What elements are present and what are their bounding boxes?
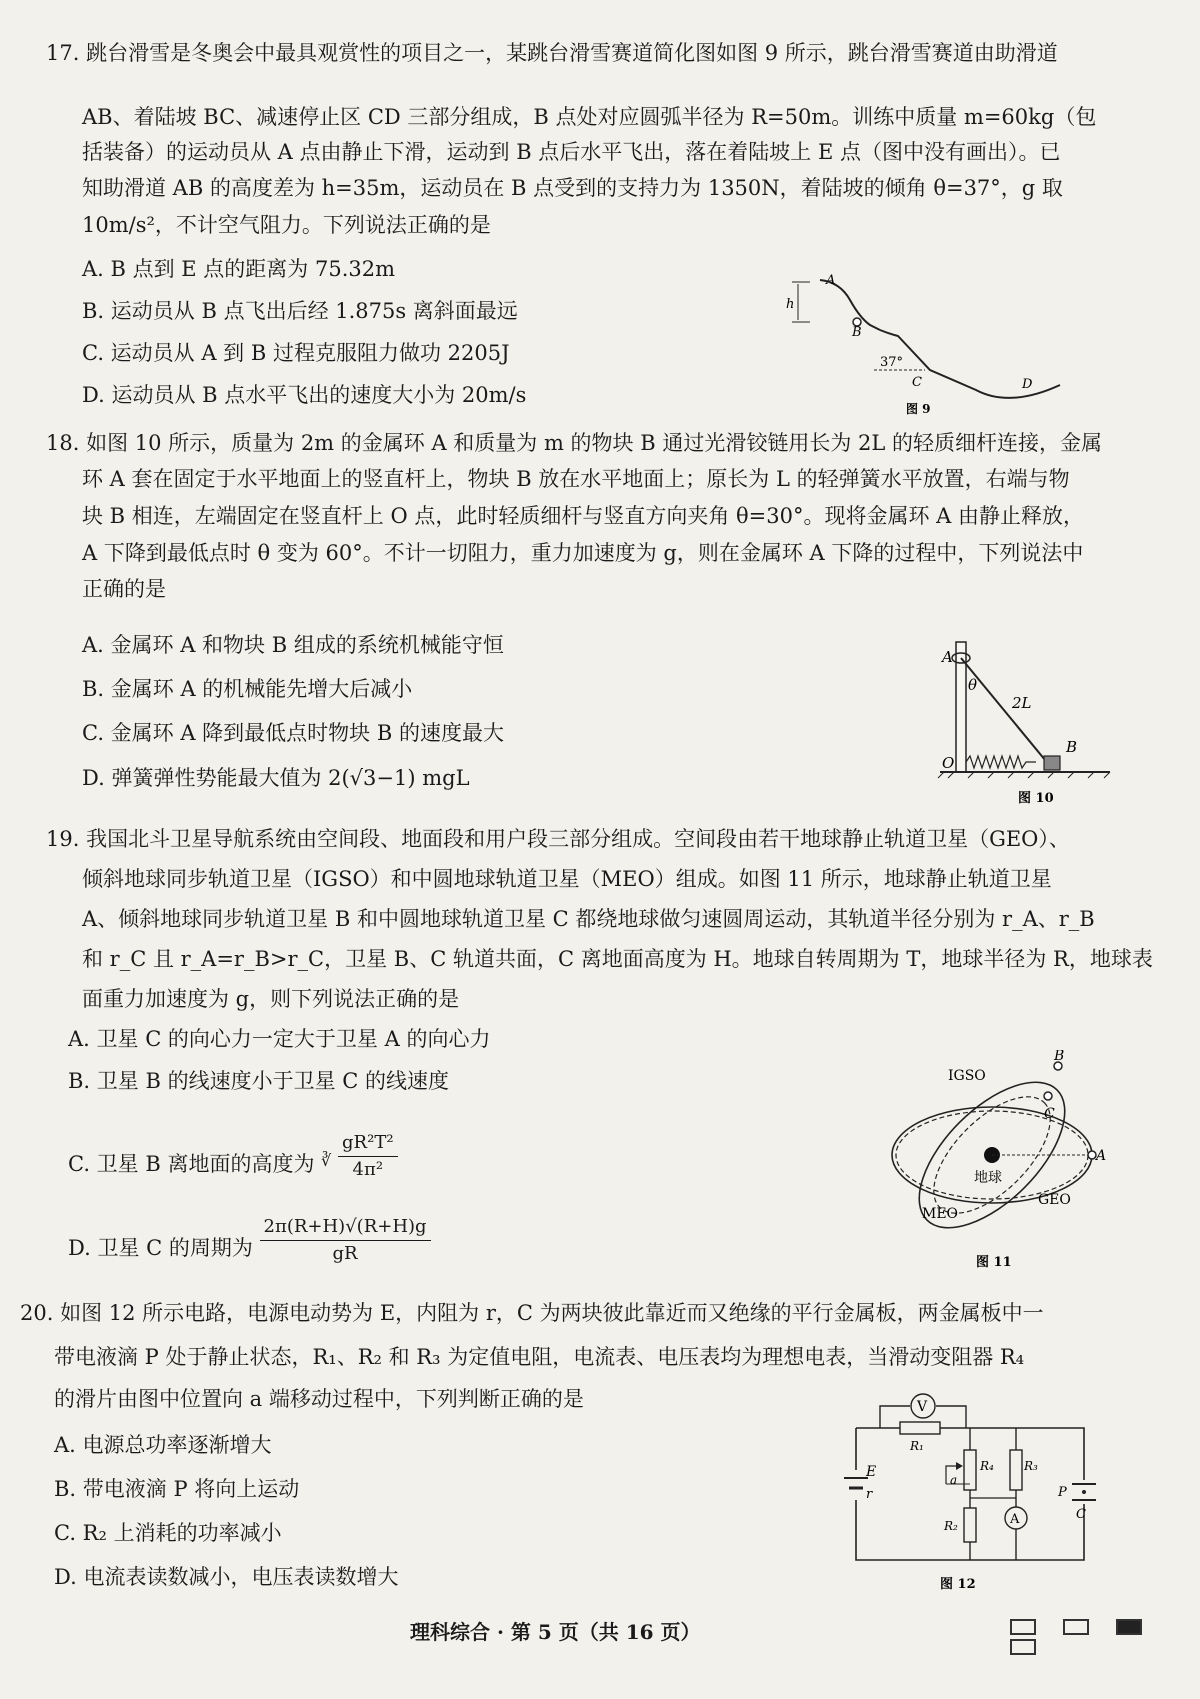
figure-10-ring-rod [920,620,1120,810]
fig10-label-o: O [942,754,955,772]
fig12-label-p: P [1058,1485,1067,1500]
q18-line: 18. 如图 10 所示，质量为 2m 的金属环 A 和质量为 m 的物块 B 通过光滑铰链用长为 2L 的轻质细杆连接，金属 [46,431,1102,455]
fig9-label-b: B [852,325,862,340]
q18-option-a: A. 金属环 A 和物块 B 组成的系统机械能守恒 [82,633,504,657]
fig9-label-c: C [912,375,922,390]
q18-line: 块 B 相连，左端固定在竖直杆上 O 点，此时轻质细杆与竖直方向夹角 θ=30°。现将金属环 A 由静止释放， [82,504,1084,528]
fig9-label-h: h [786,297,795,312]
fig11-caption: 图 11 [976,1255,1012,1270]
q17-line: 知助滑道 AB 的高度差为 h=35m，运动员在 B 点受到的支持力为 1350N，着陆坡的倾角 θ=37°，g 取 [82,176,1063,200]
fig12-ammeter-label: A [1010,1512,1020,1527]
figure-12-circuit [840,1384,1130,1594]
q17-line: 17. 跳台滑雪是冬奥会中最具观赏性的项目之一，某跳台滑雪赛道简化图如图 9 所示，跳台滑雪赛道由助滑道 [46,41,1058,65]
registration-mark [1063,1619,1089,1635]
q17-line: 10m/s²，不计空气阻力。下列说法正确的是 [82,213,491,237]
q20-option-a: A. 电源总功率逐渐增大 [54,1433,272,1457]
q17-option-c: C. 运动员从 A 到 B 过程克服阻力做功 2205J [82,341,510,365]
fig12-label-c: C [1076,1507,1086,1522]
q19-option-c: C. 卫星 B 离地面的高度为 ∛ $\frac{\text{gR²T²}}{\text{4π²}}$ [68,1148,398,1183]
q17-option-d: D. 运动员从 B 点水平飞出的速度大小为 20m/s [82,383,527,407]
fig11-label-meo: MEO [922,1206,959,1222]
fig10-label-a: A [942,648,953,666]
fig12-label-a: a [950,1473,958,1487]
registration-marks [1010,1619,1200,1659]
fig11-label-earth: 地球 [974,1170,1002,1186]
fig12-label-e: E [866,1464,877,1480]
fig10-label-b: B [1066,738,1078,756]
q19-option-c-text: C. 卫星 B 离地面的高度为 [68,1152,315,1176]
q19-option-b: B. 卫星 B 的线速度小于卫星 C 的线速度 [68,1069,449,1093]
q18-option-c: C. 金属环 A 降到最低点时物块 B 的速度最大 [82,721,504,745]
q19-line: 和 r_C 且 r_A=r_B>r_C，卫星 B、C 轨道共面，C 离地面高度为 H。地球自转周期为 T，地球半径为 R，地球表 [82,947,1153,971]
page-footer: 理科综合 · 第 5 页（共 16 页） [410,1620,701,1644]
q19-option-d-text: D. 卫星 C 的周期为 [68,1236,253,1260]
q20-line: 20. 如图 12 所示电路，电源电动势为 E，内阻为 r，C 为两块彼此靠近而又绝缘的平行金属板，两金属板中一 [20,1301,1044,1325]
registration-mark [1116,1619,1142,1635]
q17-line: AB、着陆坡 BC、减速停止区 CD 三部分组成，B 点处对应圆弧半径为 R=50m。训练中质量 m=60kg（包 [82,105,1097,129]
fig10-label-2l: 2L [1012,694,1032,712]
q19-option-d-denominator: gR [332,1243,358,1264]
fig11-label-geo: GEO [1038,1192,1071,1208]
fig12-label-r4: R₄ [980,1459,994,1473]
figure-9-ski-track [780,270,1120,440]
fig11-label-a: A [1096,1148,1107,1164]
q20-option-b: B. 带电液滴 P 将向上运动 [54,1477,300,1501]
fig12-caption: 图 12 [940,1577,976,1592]
q19-line: 19. 我国北斗卫星导航系统由空间段、地面段和用户段三部分组成。空间段由若干地球静止轨道卫星（GEO）、 [46,827,1070,851]
fig11-label-b: B [1054,1050,1065,1064]
registration-mark [1010,1639,1036,1655]
fig12-label-r: r [866,1487,873,1502]
fig12-label-r2: R₂ [944,1519,958,1533]
q18-line: 环 A 套在固定于水平地面上的竖直杆上，物块 B 放在水平地面上；原长为 L 的轻弹簧水平放置，右端与物 [82,467,1070,491]
fig10-caption: 图 10 [1018,791,1054,806]
fig10-label-theta: θ [968,676,978,694]
q19-option-d-numerator: 2π(R+H)√(R+H)g [260,1214,431,1241]
fig12-voltmeter-label: V [917,1399,928,1415]
q19-line: 面重力加速度为 g，则下列说法正确的是 [82,987,460,1011]
fig9-label-angle: 37° [880,355,904,370]
fig12-label-r3: R₃ [1024,1459,1038,1473]
q19-line: A、倾斜地球同步轨道卫星 B 和中圆地球轨道卫星 C 都绕地球做匀速圆周运动，其轨道半径分别为 r_A、r_B [82,907,1095,931]
q19-option-c-denominator: 4π² [352,1159,384,1180]
fig11-label-c: C [1044,1106,1055,1122]
registration-mark [1010,1619,1036,1635]
fig12-label-r1: R₁ [910,1439,924,1453]
q18-line: 正确的是 [82,577,166,601]
q18-option-d: D. 弹簧弹性势能最大值为 2(√3−1) mgL [82,766,470,790]
fig11-label-igso: IGSO [948,1068,986,1084]
q19-option-c-numerator: gR²T² [338,1130,398,1157]
q19-option-a: A. 卫星 C 的向心力一定大于卫星 A 的向心力 [68,1027,491,1051]
q20-option-d: D. 电流表读数减小，电压表读数增大 [54,1565,399,1589]
q18-line: A 下降到最低点时 θ 变为 60°。不计一切阻力，重力加速度为 g，则在金属环 A 下降的过程中，下列说法中 [82,541,1084,565]
q17-line: 括装备）的运动员从 A 点由静止下滑，运动到 B 点后水平飞出，落在着陆坡上 E 点（图中没有画出）。已 [82,140,1061,164]
fig9-label-d: D [1022,377,1033,392]
fig9-caption: 图 9 [906,402,931,416]
q19-line: 倾斜地球同步轨道卫星（IGSO）和中圆地球轨道卫星（MEO）组成。如图 11 所示，地球静止轨道卫星 [82,867,1052,891]
q17-option-a: A. B 点到 E 点的距离为 75.32m [82,257,396,281]
q20-line: 带电液滴 P 处于静止状态，R₁、R₂ 和 R₃ 为定值电阻，电流表、电压表均为理想电表，当滑动变阻器 R₄ [54,1345,1025,1369]
figure-11-satellite-orbits [880,1050,1120,1280]
fig9-label-a: A [826,273,836,288]
q20-line: 的滑片由图中位置向 a 端移动过程中，下列判断正确的是 [54,1387,584,1411]
q20-option-c: C. R₂ 上消耗的功率减小 [54,1521,282,1545]
q17-option-b: B. 运动员从 B 点飞出后经 1.875s 离斜面最远 [82,299,518,323]
q18-option-b: B. 金属环 A 的机械能先增大后减小 [82,677,413,701]
